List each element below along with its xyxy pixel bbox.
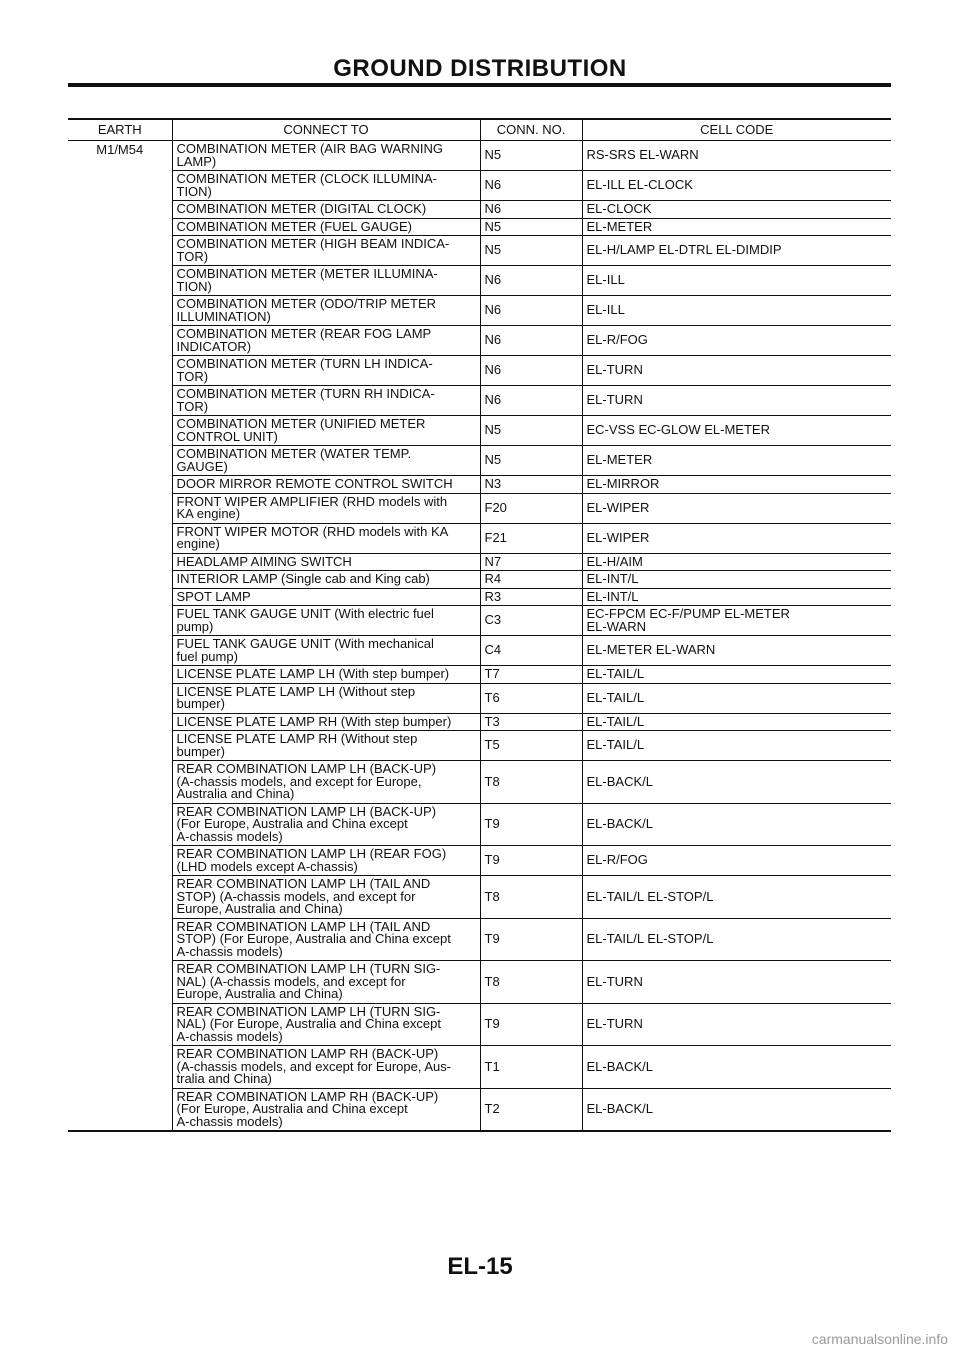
cell-code-cell: EL-TAIL/L — [582, 713, 891, 731]
cell-code-cell: EL-TURN — [582, 356, 891, 386]
conn-no-cell: N6 — [480, 171, 582, 201]
conn-no-cell: T6 — [480, 683, 582, 713]
cell-code-cell: EL-TAIL/L — [582, 731, 891, 761]
connect-to-cell: COMBINATION METER (CLOCK ILLUMINA- TION) — [172, 171, 480, 201]
cell-code-cell: EC-FPCM EC-F/PUMP EL-METER EL-WARN — [582, 606, 891, 636]
table-row — [68, 553, 891, 571]
connect-to-cell: COMBINATION METER (UNIFIED METER CONTROL UNIT) — [172, 416, 480, 446]
connect-to-cell: LICENSE PLATE LAMP RH (Without step bumper) — [172, 731, 480, 761]
connect-to-cell: REAR COMBINATION LAMP LH (BACK-UP) (For Europe, Australia and China except A-chassis models) — [172, 803, 480, 846]
connect-to-cell: COMBINATION METER (AIR BAG WARNING LAMP) — [172, 141, 480, 171]
cell-code-cell: EL-ILL — [582, 266, 891, 296]
cell-code-cell: EL-TURN — [582, 386, 891, 416]
connect-to-cell: COMBINATION METER (DIGITAL CLOCK) — [172, 201, 480, 219]
cell-code-cell: EL-H/LAMP EL-DTRL EL-DIMDIP — [582, 236, 891, 266]
table-row — [68, 236, 891, 266]
connect-to-cell: REAR COMBINATION LAMP LH (TAIL AND STOP) (For Europe, Australia and China except A-chassis models) — [172, 918, 480, 961]
connect-to-cell: FUEL TANK GAUGE UNIT (With electric fuel pump) — [172, 606, 480, 636]
connect-to-cell: REAR COMBINATION LAMP LH (TURN SIG- NAL) (For Europe, Australia and China except A-chassis models) — [172, 1003, 480, 1046]
table-row — [68, 201, 891, 219]
watermark: carmanualsonline.info — [811, 1331, 948, 1347]
cell-code-cell: EL-H/AIM — [582, 553, 891, 571]
cell-code-cell: EL-MIRROR — [582, 476, 891, 494]
conn-no-cell: N5 — [480, 236, 582, 266]
cell-code-cell: EL-TAIL/L EL-STOP/L — [582, 876, 891, 919]
table-row — [68, 416, 891, 446]
cell-code-cell: EL-METER — [582, 446, 891, 476]
cell-code-cell: EL-BACK/L — [582, 761, 891, 804]
cell-code-cell: EL-R/FOG — [582, 326, 891, 356]
connect-to-cell: REAR COMBINATION LAMP LH (TAIL AND STOP) (A-chassis models, and except for Europe, Australia and China) — [172, 876, 480, 919]
connect-to-cell: REAR COMBINATION LAMP LH (TURN SIG- NAL) (A-chassis models, and except for Europe, Australia and China) — [172, 961, 480, 1004]
connect-to-cell: REAR COMBINATION LAMP LH (BACK-UP) (A-chassis models, and except for Europe, Australia and China) — [172, 761, 480, 804]
conn-no-cell: T8 — [480, 876, 582, 919]
connect-to-cell: COMBINATION METER (METER ILLUMINA- TION) — [172, 266, 480, 296]
table-row — [68, 523, 891, 553]
conn-no-cell: N6 — [480, 386, 582, 416]
table-row — [68, 1046, 891, 1089]
table-row — [68, 803, 891, 846]
cell-code-cell: EL-BACK/L — [582, 1046, 891, 1089]
conn-no-cell: N6 — [480, 201, 582, 219]
table-row — [68, 218, 891, 236]
conn-no-cell: N6 — [480, 266, 582, 296]
conn-no-cell: N6 — [480, 356, 582, 386]
connect-to-cell: REAR COMBINATION LAMP RH (BACK-UP) (For Europe, Australia and China except A-chassis models) — [172, 1088, 480, 1131]
conn-no-cell: T8 — [480, 761, 582, 804]
connect-to-cell: COMBINATION METER (ODO/TRIP METER ILLUMINATION) — [172, 296, 480, 326]
table-row — [68, 918, 891, 961]
connect-to-cell: COMBINATION METER (TURN LH INDICA- TOR) — [172, 356, 480, 386]
table-row — [68, 761, 891, 804]
table-row — [68, 476, 891, 494]
table-row — [68, 171, 891, 201]
connect-to-cell: FUEL TANK GAUGE UNIT (With mechanical fuel pump) — [172, 636, 480, 666]
table-row — [68, 961, 891, 1004]
table-body — [68, 141, 891, 1132]
conn-no-cell: T9 — [480, 918, 582, 961]
connect-to-cell: LICENSE PLATE LAMP LH (Without step bumper) — [172, 683, 480, 713]
table-row — [68, 588, 891, 606]
cell-code-cell: EL-TAIL/L EL-STOP/L — [582, 918, 891, 961]
connect-to-cell: COMBINATION METER (TURN RH INDICA- TOR) — [172, 386, 480, 416]
connect-to-cell: INTERIOR LAMP (Single cab and King cab) — [172, 571, 480, 589]
conn-no-cell: T9 — [480, 846, 582, 876]
table-row — [68, 266, 891, 296]
cell-code-cell: EL-INT/L — [582, 571, 891, 589]
table-row — [68, 356, 891, 386]
title-rule — [68, 83, 891, 87]
cell-code-cell: EL-BACK/L — [582, 1088, 891, 1131]
conn-no-cell: F21 — [480, 523, 582, 553]
cell-code-cell: EL-WIPER — [582, 523, 891, 553]
cell-code-cell: EL-WIPER — [582, 493, 891, 523]
connect-to-cell: COMBINATION METER (REAR FOG LAMP INDICATOR) — [172, 326, 480, 356]
connect-to-cell: COMBINATION METER (HIGH BEAM INDICA- TOR) — [172, 236, 480, 266]
table-row — [68, 666, 891, 684]
table-row — [68, 296, 891, 326]
connect-to-cell: COMBINATION METER (FUEL GAUGE) — [172, 218, 480, 236]
cell-code-cell: EC-VSS EC-GLOW EL-METER — [582, 416, 891, 446]
header-conn-no: CONN. NO. — [480, 119, 582, 141]
table-row — [68, 141, 891, 171]
cell-code-cell: EL-BACK/L — [582, 803, 891, 846]
cell-code-cell: EL-TAIL/L — [582, 683, 891, 713]
conn-no-cell: N7 — [480, 553, 582, 571]
conn-no-cell: R4 — [480, 571, 582, 589]
conn-no-cell: T5 — [480, 731, 582, 761]
connect-to-cell: DOOR MIRROR REMOTE CONTROL SWITCH — [172, 476, 480, 494]
conn-no-cell: T8 — [480, 961, 582, 1004]
cell-code-cell: EL-METER EL-WARN — [582, 636, 891, 666]
conn-no-cell: N6 — [480, 326, 582, 356]
earth-cell: M1/M54 — [68, 141, 172, 1132]
ground-distribution-table — [68, 118, 891, 1132]
connect-to-cell: REAR COMBINATION LAMP LH (REAR FOG) (LHD models except A-chassis) — [172, 846, 480, 876]
table-row — [68, 846, 891, 876]
connect-to-cell: REAR COMBINATION LAMP RH (BACK-UP) (A-chassis models, and except for Europe, Aus- tralia and China) — [172, 1046, 480, 1089]
conn-no-cell: T9 — [480, 1003, 582, 1046]
table-row — [68, 606, 891, 636]
header-cell-code: CELL CODE — [582, 119, 891, 141]
cell-code-cell: EL-ILL EL-CLOCK — [582, 171, 891, 201]
conn-no-cell: T2 — [480, 1088, 582, 1131]
conn-no-cell: C4 — [480, 636, 582, 666]
cell-code-cell: EL-CLOCK — [582, 201, 891, 219]
conn-no-cell: T7 — [480, 666, 582, 684]
table-row — [68, 1088, 891, 1131]
cell-code-cell: EL-TAIL/L — [582, 666, 891, 684]
conn-no-cell: N6 — [480, 296, 582, 326]
connect-to-cell: LICENSE PLATE LAMP RH (With step bumper) — [172, 713, 480, 731]
connect-to-cell: COMBINATION METER (WATER TEMP. GAUGE) — [172, 446, 480, 476]
cell-code-cell: EL-TURN — [582, 961, 891, 1004]
cell-code-cell: EL-R/FOG — [582, 846, 891, 876]
conn-no-cell: N5 — [480, 416, 582, 446]
table-row — [68, 1003, 891, 1046]
connect-to-cell: FRONT WIPER AMPLIFIER (RHD models with KA engine) — [172, 493, 480, 523]
conn-no-cell: N3 — [480, 476, 582, 494]
cell-code-cell: RS-SRS EL-WARN — [582, 141, 891, 171]
table-row — [68, 713, 891, 731]
table-row — [68, 493, 891, 523]
connect-to-cell: FRONT WIPER MOTOR (RHD models with KA engine) — [172, 523, 480, 553]
table-row — [68, 683, 891, 713]
page-title: GROUND DISTRIBUTION — [333, 55, 627, 82]
cell-code-cell: EL-INT/L — [582, 588, 891, 606]
cell-code-cell: EL-ILL — [582, 296, 891, 326]
conn-no-cell: N5 — [480, 218, 582, 236]
conn-no-cell: C3 — [480, 606, 582, 636]
table-row — [68, 386, 891, 416]
conn-no-cell: N5 — [480, 141, 582, 171]
table-row — [68, 636, 891, 666]
conn-no-cell: F20 — [480, 493, 582, 523]
header-connect-to: CONNECT TO — [172, 119, 480, 141]
table-row — [68, 731, 891, 761]
conn-no-cell: R3 — [480, 588, 582, 606]
table-row — [68, 446, 891, 476]
header-earth: EARTH — [68, 119, 172, 141]
conn-no-cell: T9 — [480, 803, 582, 846]
conn-no-cell: N5 — [480, 446, 582, 476]
cell-code-cell: EL-METER — [582, 218, 891, 236]
page-number: EL-15 — [447, 1253, 513, 1280]
conn-no-cell: T3 — [480, 713, 582, 731]
conn-no-cell: T1 — [480, 1046, 582, 1089]
connect-to-cell: SPOT LAMP — [172, 588, 480, 606]
cell-code-cell: EL-TURN — [582, 1003, 891, 1046]
table-row — [68, 571, 891, 589]
table-row — [68, 326, 891, 356]
table-row — [68, 876, 891, 919]
connect-to-cell: LICENSE PLATE LAMP LH (With step bumper) — [172, 666, 480, 684]
connect-to-cell: HEADLAMP AIMING SWITCH — [172, 553, 480, 571]
table-header — [68, 119, 891, 141]
